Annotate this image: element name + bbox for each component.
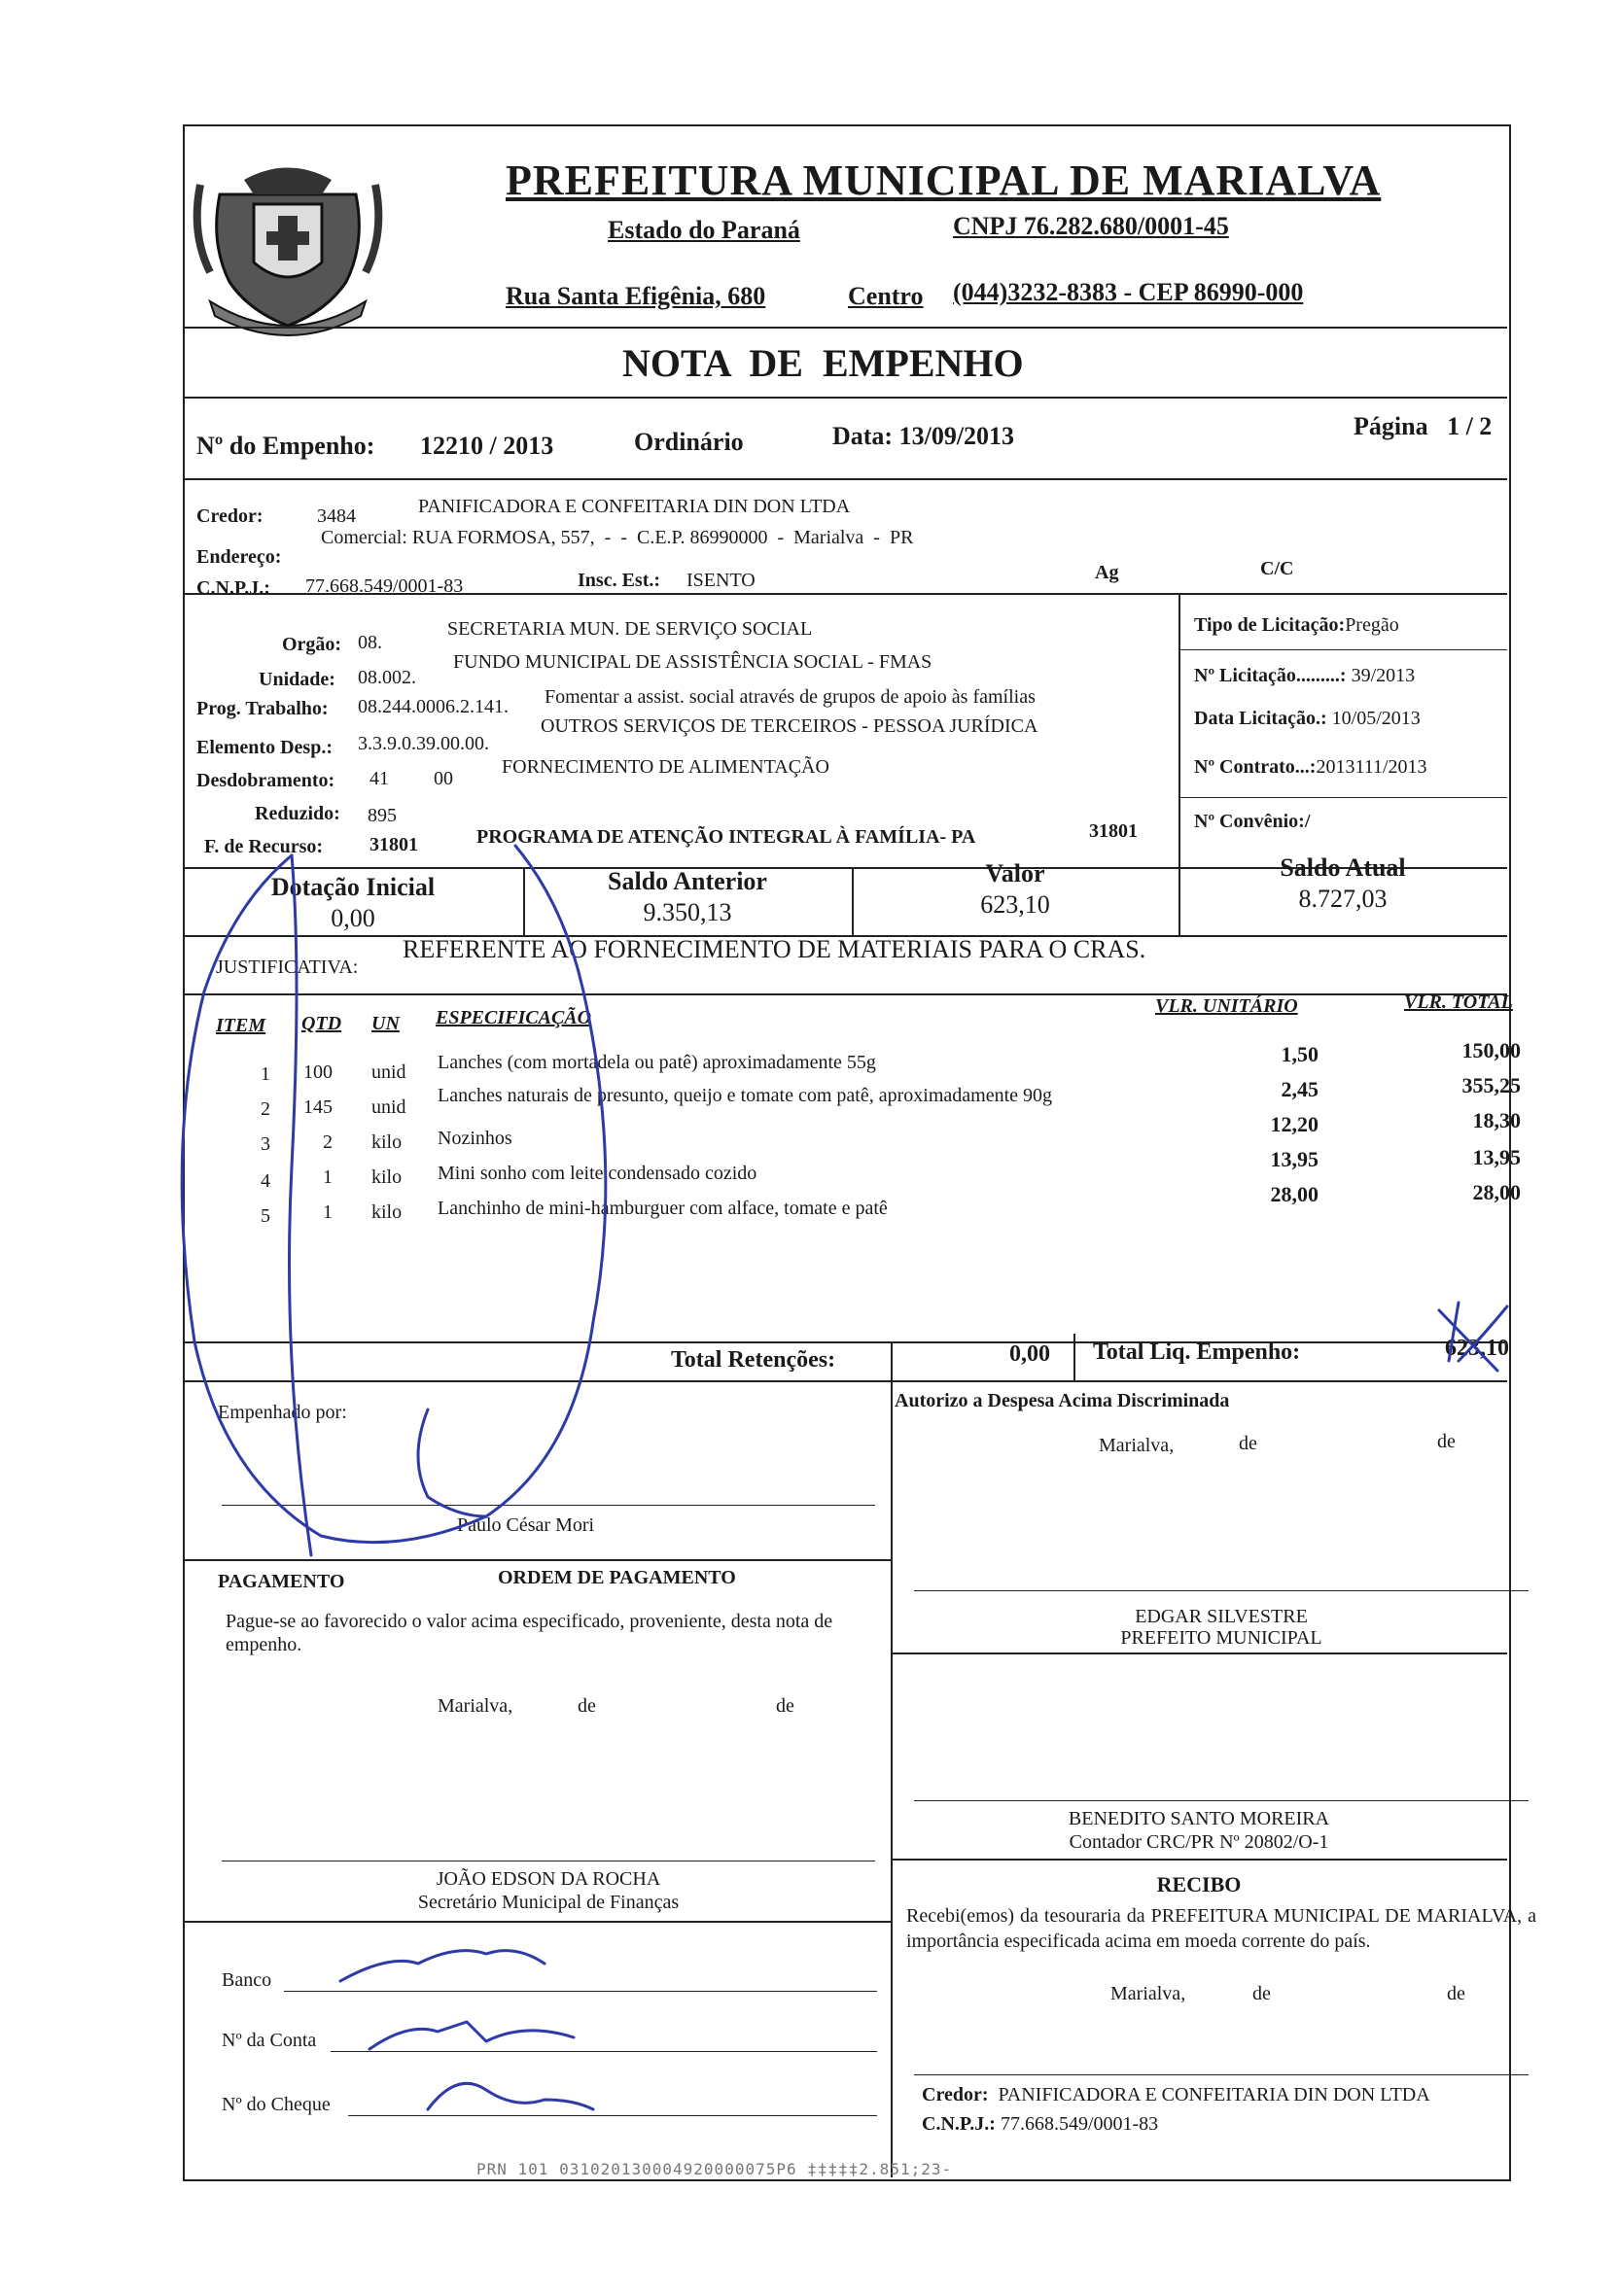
- address-label: Endereço:: [196, 546, 282, 568]
- item-qtd: 100: [303, 1061, 333, 1083]
- footer-code: PRN 101 031020130004920000075P6 ‡‡‡‡‡2.851;23-: [476, 2160, 953, 2178]
- col-vlr-unitario: VLR. UNITÁRIO: [1155, 995, 1298, 1017]
- cnpj-value: 77.668.549/0001-83: [305, 575, 464, 597]
- autorizo-de-2: de: [1437, 1431, 1456, 1452]
- pagamento-de-2: de: [776, 1695, 794, 1717]
- ag-label: Ag: [1095, 562, 1119, 583]
- item-number: 3: [261, 1133, 270, 1155]
- document-title: NOTA DE EMPENHO: [622, 341, 1024, 385]
- desd-code: 41: [369, 768, 389, 789]
- unidade-name: FUNDO MUNICIPAL DE ASSISTÊNCIA SOCIAL - FMAS: [453, 651, 932, 673]
- tipo-licitacao-label: Tipo de Licitação:Pregão: [1194, 614, 1399, 636]
- item-vlr-unitario: 1,50: [1281, 1042, 1319, 1066]
- unidade-label: Unidade:: [259, 669, 335, 690]
- col-especificacao: ESPECIFICAÇÃO: [436, 1007, 592, 1028]
- recibo-credor: Credor: PANIFICADORA E CONFEITARIA DIN DON LTDA: [922, 2084, 1430, 2105]
- dotacao-label: Dotação Inicial: [270, 873, 436, 901]
- recurso-value: 31801: [369, 834, 418, 855]
- programa-name: PROGRAMA DE ATENÇÃO INTEGRAL À FAMÍLIA- PA: [476, 826, 976, 848]
- col-un: UN: [371, 1013, 400, 1034]
- desd-sub: 00: [434, 768, 453, 789]
- recibo-cnpj: C.N.P.J.: 77.668.549/0001-83: [922, 2113, 1159, 2135]
- item-especificacao: Lanchinho de mini-hamburguer com alface, tomate e patê: [438, 1198, 888, 1219]
- item-qtd: 2: [323, 1131, 333, 1153]
- empenho-page: Página 1 / 2: [1354, 412, 1493, 440]
- item-vlr-unitario: 28,00: [1270, 1182, 1319, 1206]
- header-district: Centro: [848, 282, 924, 310]
- item-vlr-total: 355,25: [1461, 1073, 1521, 1097]
- item-vlr-unitario: 12,20: [1270, 1112, 1319, 1136]
- saldo-anterior-label: Saldo Anterior: [608, 867, 767, 895]
- recibo-text: Recebi(emos) da tesouraria da PREFEITURA MUNICIPAL DE MARIALVA, a importância especificada acima em moeda corrente do país.: [906, 1905, 1536, 1952]
- valor-label: Valor: [985, 859, 1045, 887]
- item-vlr-unitario: 2,45: [1281, 1077, 1319, 1101]
- item-qtd: 1: [323, 1166, 333, 1188]
- cc-label: C/C: [1260, 558, 1294, 579]
- item-vlr-unitario: 13,95: [1270, 1147, 1319, 1171]
- item-especificacao: Lanches (com mortadela ou patê) aproximadamente 55g: [438, 1052, 876, 1073]
- item-vlr-total: 13,95: [1472, 1145, 1521, 1169]
- saldo-atual-label: Saldo Atual: [1280, 853, 1406, 882]
- item-especificacao: Nozinhos: [438, 1128, 512, 1149]
- address-value: Comercial: RUA FORMOSA, 557, - - C.E.P. 86990000 - Marialva - PR: [321, 527, 914, 548]
- credor-name: PANIFICADORA E CONFEITARIA DIN DON LTDA: [418, 496, 851, 517]
- total-retencoes-label: Total Retenções:: [671, 1347, 836, 1373]
- prog-label: Prog. Trabalho:: [196, 698, 329, 719]
- recibo-place: Marialva,: [1110, 1983, 1186, 2004]
- item-un: unid: [371, 1061, 406, 1083]
- item-number: 1: [261, 1063, 270, 1085]
- saldo-atual-value: 8.727,03: [1298, 885, 1388, 913]
- num-convenio: Nº Convênio:/: [1194, 811, 1311, 832]
- item-un: kilo: [371, 1131, 403, 1153]
- insc-label: Insc. Est.:: [578, 570, 661, 591]
- cheque-label: Nº do Cheque: [222, 2094, 331, 2115]
- credor-code: 3484: [317, 505, 356, 527]
- item-especificacao: Mini sonho com leite condensado cozido: [438, 1163, 757, 1184]
- num-licitacao-value: 39/2013: [1351, 665, 1416, 686]
- autorizo-place: Marialva,: [1099, 1435, 1175, 1456]
- empenho-label: Nº do Empenho:: [196, 432, 375, 460]
- empenhado-label: Empenhado por:: [218, 1402, 347, 1423]
- saldo-anterior-value: 9.350,13: [643, 898, 732, 926]
- recibo-credor-name: PANIFICADORA E CONFEITARIA DIN DON LTDA: [998, 2084, 1430, 2105]
- item-especificacao: Lanches naturais de presunto, queijo e tomate com patê, aproximadamente 90g: [438, 1085, 1053, 1106]
- recibo-de-1: de: [1252, 1983, 1271, 2004]
- item-qtd: 1: [323, 1201, 333, 1223]
- credor-label: Credor:: [196, 505, 264, 527]
- contador-name: BENEDITO SANTO MOREIRA: [1068, 1808, 1330, 1829]
- justificativa-text: REFERENTE AO FORNECIMENTO DE MATERIAIS PARA O CRAS.: [403, 935, 1146, 963]
- item-vlr-total: 18,30: [1472, 1108, 1521, 1132]
- orgao-label: Orgão:: [282, 634, 342, 655]
- cnpj-label: C.N.P.J.:: [196, 577, 270, 599]
- recibo-label: RECIBO: [1156, 1872, 1242, 1896]
- prog-desc: Fomentar a assist. social através de grupos de apoio às famílias: [545, 686, 1036, 708]
- recibo-cnpj-value: 77.668.549/0001-83: [1000, 2113, 1159, 2135]
- justificativa-label: JUSTIFICATIVA:: [216, 957, 359, 978]
- prefeito-title: PREFEITO MUNICIPAL: [1120, 1627, 1322, 1649]
- header-phone-cep: (044)3232-8383 - CEP 86990-000: [953, 278, 1304, 306]
- data-licitacao-value: 10/05/2013: [1331, 708, 1421, 729]
- programa-code: 31801: [1089, 820, 1138, 842]
- secretario-title: Secretário Municipal de Finanças: [417, 1892, 680, 1913]
- header-street: Rua Santa Efigênia, 680: [506, 282, 766, 310]
- col-item: ITEM: [216, 1015, 266, 1036]
- orgao-name: SECRETARIA MUN. DE SERVIÇO SOCIAL: [447, 618, 813, 640]
- header-title: PREFEITURA MUNICIPAL DE MARIALVA: [506, 157, 1382, 204]
- total-liq-value: 623,10: [1445, 1336, 1509, 1361]
- elem-code: 3.3.9.0.39.00.00.: [358, 733, 489, 754]
- insc-value: ISENTO: [686, 570, 756, 591]
- item-vlr-total: 28,00: [1472, 1180, 1521, 1204]
- item-un: kilo: [371, 1166, 403, 1188]
- col-vlr-total: VLR. TOTAL: [1404, 991, 1513, 1013]
- elem-desc: OUTROS SERVIÇOS DE TERCEIROS - PESSOA JURÍDICA: [541, 715, 1038, 737]
- autorizo-label: Autorizo a Despesa Acima Discriminada: [895, 1390, 1230, 1411]
- num-contrato: Nº Contrato...:2013111/2013: [1194, 756, 1427, 778]
- dotacao-value: 0,00: [331, 904, 375, 932]
- header-cnpj: CNPJ 76.282.680/0001-45: [953, 212, 1229, 240]
- empenhado-name: Paulo César Mori: [457, 1514, 595, 1536]
- item-vlr-total: 150,00: [1461, 1038, 1521, 1062]
- num-licitacao: Nº Licitação.........: 39/2013: [1194, 665, 1416, 686]
- contador-title: Contador CRC/PR Nº 20802/O-1: [1069, 1831, 1329, 1853]
- autorizo-de-1: de: [1239, 1433, 1257, 1454]
- tipo-licitacao-value: Pregão: [1345, 614, 1399, 636]
- prefeito-name: EDGAR SILVESTRE: [1135, 1606, 1308, 1627]
- empenho-number: 12210 / 2013: [420, 432, 554, 460]
- empenho-date: Data: 13/09/2013: [832, 422, 1015, 450]
- total-liq-label: Total Liq. Empenho:: [1093, 1339, 1301, 1365]
- reduzido-label: Reduzido:: [255, 803, 340, 824]
- reduzido-value: 895: [368, 805, 397, 826]
- item-number: 2: [261, 1098, 270, 1120]
- unidade-code: 08.002.: [358, 667, 416, 688]
- desd-label: Desdobramento:: [196, 770, 335, 791]
- item-number: 5: [261, 1205, 270, 1227]
- recurso-label: F. de Recurso:: [204, 836, 324, 857]
- prog-code: 08.244.0006.2.141.: [358, 696, 509, 717]
- header-state: Estado do Paraná: [608, 216, 800, 244]
- elem-label: Elemento Desp.:: [196, 737, 333, 758]
- col-qtd: QTD: [301, 1013, 342, 1034]
- pagamento-de-1: de: [578, 1695, 596, 1717]
- item-un: kilo: [371, 1201, 403, 1223]
- conta-label: Nº da Conta: [222, 2030, 317, 2051]
- total-retencoes-value: 0,00: [1009, 1341, 1050, 1367]
- empenho-type: Ordinário: [634, 428, 744, 456]
- recibo-de-2: de: [1447, 1983, 1465, 2004]
- pagamento-label: PAGAMENTO: [218, 1571, 345, 1592]
- ordem-pagamento-label: ORDEM DE PAGAMENTO: [498, 1567, 736, 1588]
- item-qtd: 145: [303, 1096, 333, 1118]
- secretario-name: JOÃO EDSON DA ROCHA: [436, 1868, 661, 1890]
- banco-label: Banco: [222, 1969, 272, 1991]
- num-contrato-value: 2013111/2013: [1316, 756, 1427, 778]
- pagamento-text: Pague-se ao favorecido o valor acima especificado, proveniente, desta nota de empenho.: [226, 1611, 833, 1655]
- orgao-code: 08.: [358, 632, 382, 653]
- pagamento-place: Marialva,: [438, 1695, 513, 1717]
- valor-value: 623,10: [980, 890, 1050, 919]
- desd-desc: FORNECIMENTO DE ALIMENTAÇÃO: [502, 756, 829, 778]
- item-number: 4: [261, 1170, 270, 1192]
- item-un: unid: [371, 1096, 406, 1118]
- data-licitacao: Data Licitação.: 10/05/2013: [1194, 708, 1421, 729]
